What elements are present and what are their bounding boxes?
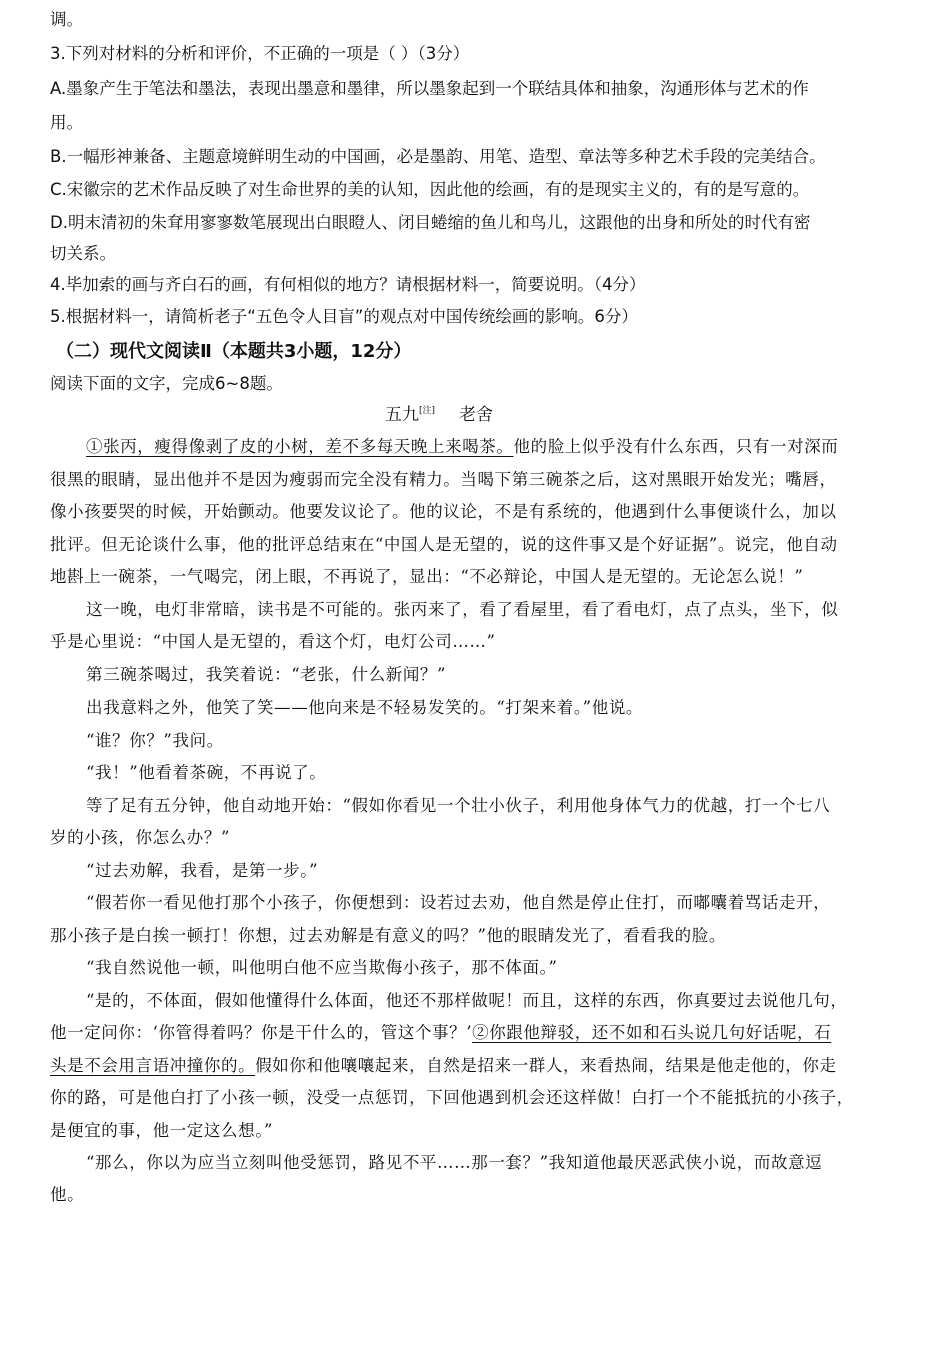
- story-text: 他一定问你：‘你管得着吗？你是干什么的，管这个事？’: [50, 1023, 473, 1042]
- underlined-sentence-2-cont: 头是不会用言语冲撞你的。: [50, 1056, 256, 1075]
- story-paragraph-7-line-2: 岁的小孩，你怎么办？”: [50, 828, 231, 847]
- story-paragraph-1-line-2: 很黑的眼睛，显出他并不是因为瘦弱而完全没有精力。当喝下第三碗茶之后，这对黑眼开始发光；嘴唇，: [50, 470, 837, 489]
- story-paragraph-1-line-1: [86, 435, 838, 459]
- story-paragraph-5: “谁？你？”我问。: [86, 731, 224, 750]
- story-paragraph-6: “我！”他看着茶碗，不再说了。: [86, 763, 327, 782]
- story-paragraph-4: 出我意料之外，他笑了笑——他向来是不轻易发笑的。“打架来着。”他说。: [86, 698, 644, 717]
- story-paragraph-11-line-5: 是便宜的事，他一定这么想。”: [50, 1121, 274, 1140]
- story-paragraph-9-line-1: “假若你一看见他打那个小孩子，你便想到：设若过去劝，他自然是停止住打，而嘟囔着骂话走开，: [86, 893, 831, 912]
- story-paragraph-12-line-1: “那么，你以为应当立刻叫他受惩罚，路见不平……那一套？”我知道他最厌恶武侠小说，而故意逗: [86, 1153, 823, 1172]
- q3-tail: 调。: [50, 10, 83, 29]
- story-paragraph-12-line-2: 他。: [50, 1185, 85, 1204]
- story-paragraph-8: “过去劝解，我看，是第一步。”: [86, 861, 319, 880]
- story-title: [385, 403, 493, 427]
- story-text: 假如你和他嚷嚷起来，自然是招来一群人，来看热闹，结果是他走他的，你走: [255, 1056, 837, 1075]
- story-paragraph-11-line-2: [50, 1021, 831, 1045]
- question-3-option-a: A.墨象产生于笔法和墨法，表现出墨意和墨律，所以墨象起到一个联结具体和抽象，沟通形体与艺术的作: [50, 79, 809, 98]
- question-3-option-d: D.明末清初的朱耷用寥寥数笔展现出白眼瞪人、闭目蜷缩的鱼儿和鸟儿，这跟他的出身和所处的时代有密: [50, 213, 811, 232]
- story-title-text: 五九: [385, 405, 419, 425]
- question-5: 5.根据材料一，请简析老子“五色令人目盲”的观点对中国传统绘画的影响。6分）: [50, 307, 638, 326]
- story-paragraph-11-line-4: 你的路，可是他白打了小孩一顿，没受一点惩罚，下回他遇到机会还这样做！白打一个不能抵抗的小孩子，: [50, 1088, 854, 1107]
- section-title: （二）现代文阅读Ⅱ（本题共3小题，12分）: [56, 341, 412, 362]
- underlined-sentence-1: ①张丙，瘦得像剥了皮的小树，差不多每天晚上来喝茶。: [86, 437, 514, 456]
- story-author: 老舍: [459, 405, 494, 425]
- story-title-note: [注]: [419, 406, 436, 416]
- question-3-option-d-cont: 切关系。: [50, 244, 116, 263]
- story-paragraph-11-line-1: “是的，不体面，假如他懂得什么体面，他还不那样做呢！而且，这样的东西，你真要过去说他几句，: [86, 991, 848, 1010]
- story-paragraph-7-line-1: 等了足有五分钟，他自动地开始：“假如你看见一个壮小伙子，利用他身体气力的优越，打一个七八: [86, 796, 831, 815]
- question-3-stem: 3.下列对材料的分析和评价，不正确的一项是（ ）（3分）: [50, 44, 470, 63]
- question-3-option-c: C.宋徽宗的艺术作品反映了对生命世界的美的认知，因此他的绘画，有的是现实主义的，有的是写意的。: [50, 180, 810, 199]
- story-paragraph-9-line-2: 那小孩子是白挨一顿打！你想，过去劝解是有意义的吗？”他的眼睛发光了，看看我的脸。: [50, 926, 726, 945]
- question-4: 4.毕加索的画与齐白石的画，有何相似的地方？请根据材料一，简要说明。（4分）: [50, 275, 646, 294]
- story-paragraph-10: “我自然说他一顿，叫他明白他不应当欺侮小孩子，那不体面。”: [86, 958, 558, 977]
- story-paragraph-1-line-3: 像小孩要哭的时候，开始颤动。他要发议论了。他的议论，不是有系统的，他遇到什么事便谈什么，加以: [50, 502, 837, 521]
- story-paragraph-11-line-3: [50, 1054, 837, 1078]
- story-text: 他的脸上似乎没有什么东西，只有一对深而: [513, 437, 839, 456]
- story-paragraph-2-line-2: 乎是心里说：“中国人是无望的，看这个灯，电灯公司……”: [50, 632, 496, 651]
- story-paragraph-1-line-5: 地斟上一碗茶，一气喝完，闭上眼，不再说了，显出：“不必辩论，中国人是无望的。无论怎么说！”: [50, 567, 804, 586]
- question-3-option-b: B.一幅形神兼备、主题意境鲜明生动的中国画，必是墨韵、用笔、造型、章法等多种艺术手段的完美结合。: [50, 147, 826, 166]
- question-3-option-a-cont: 用。: [50, 113, 83, 132]
- reading-instruction: 阅读下面的文字，完成6~8题。: [50, 374, 283, 393]
- story-paragraph-3: 第三碗茶喝过，我笑着说：“老张，什么新闻？”: [86, 665, 447, 684]
- story-paragraph-2-line-1: 这一晚，电灯非常暗，读书是不可能的。张丙来了，看了看屋里，看了看电灯，点了点头，坐下，似: [86, 600, 839, 619]
- underlined-sentence-2: ②你跟他辩驳，还不如和石头说几句好话呢，石: [472, 1023, 832, 1042]
- story-paragraph-1-line-4: 批评。但无论谈什么事，他的批评总结束在“中国人是无望的，说的这件事又是个好证据”。说完，他自动: [50, 535, 838, 554]
